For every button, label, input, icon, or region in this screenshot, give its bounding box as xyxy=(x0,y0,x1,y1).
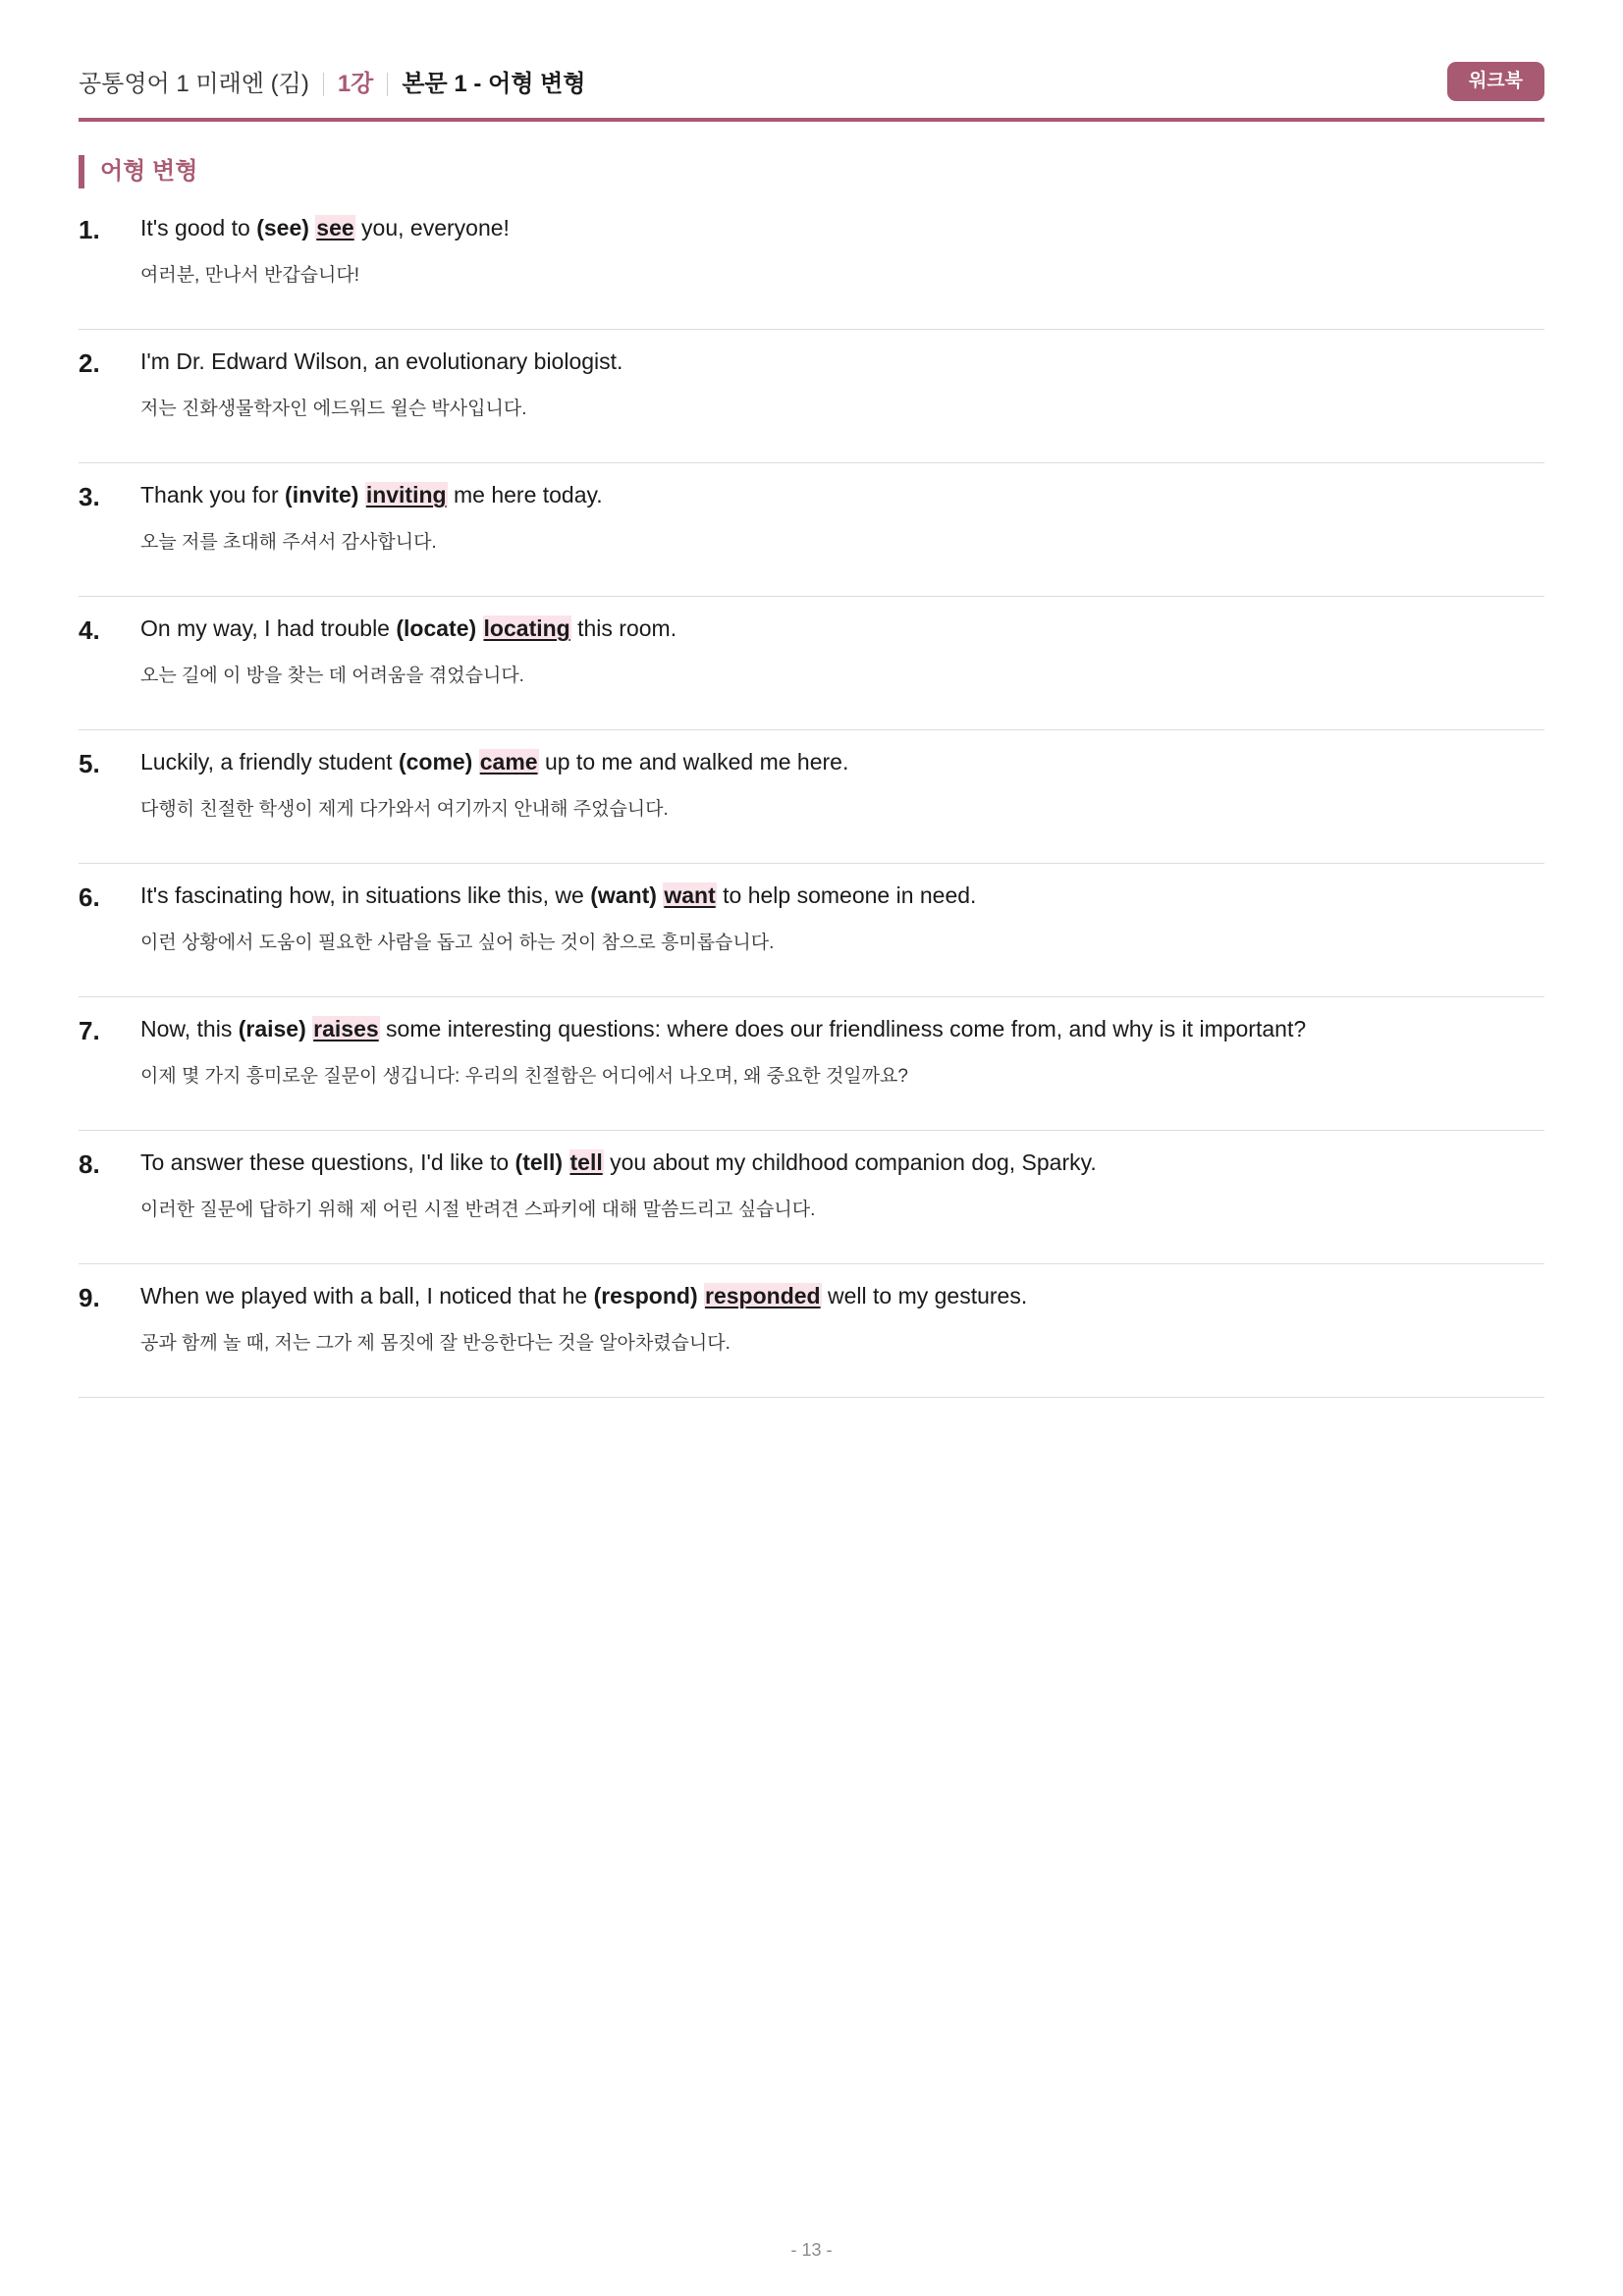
sentence-text: me here today. xyxy=(447,482,603,507)
answer-word: responded xyxy=(705,1283,821,1308)
sentence-text: Now, this xyxy=(140,1016,239,1041)
item-number: 7. xyxy=(79,1016,100,1045)
header-divider xyxy=(387,73,388,96)
answer-word: raises xyxy=(313,1016,379,1041)
header-divider xyxy=(323,73,324,96)
exercise-item xyxy=(79,997,1544,1131)
sentence-text: I'm Dr. Edward Wilson, an evolutionary biologist. xyxy=(140,348,623,374)
sentence-text: well to my gestures. xyxy=(821,1283,1028,1308)
verb-hint: (invite) xyxy=(285,482,359,507)
korean-translation: 공과 함께 놀 때, 저는 그가 제 몸짓에 잘 반응한다는 것을 알아차렸습니다. xyxy=(140,1333,730,1354)
answer-word: inviting xyxy=(365,482,447,507)
page-header xyxy=(79,59,1544,122)
sentence-text: It's good to xyxy=(140,215,257,240)
english-sentence xyxy=(140,475,1544,514)
item-number: 2. xyxy=(79,348,100,378)
answer-word: came xyxy=(479,749,538,774)
lesson-label: 1강 xyxy=(337,71,374,97)
verb-hint: (respond) xyxy=(593,1283,698,1308)
item-number: 8. xyxy=(79,1149,100,1179)
item-number: 6. xyxy=(79,882,100,912)
answer-word: locating xyxy=(483,615,570,641)
answer-word: tell xyxy=(569,1149,603,1175)
item-number: 4. xyxy=(79,615,100,645)
sentence-text: It's fascinating how, in situations like this, we xyxy=(140,882,591,908)
page-number: - 13 - xyxy=(790,2240,833,2260)
item-number: 3. xyxy=(79,482,100,511)
english-sentence xyxy=(140,208,1544,247)
korean-translation: 이제 몇 가지 흥미로운 질문이 생깁니다: 우리의 친절함은 어디에서 나오며, 왜 중요한 것일까요? xyxy=(140,1066,908,1087)
sentence-text: some interesting questions: where does our friendliness come from, and why is it important? xyxy=(379,1016,1307,1041)
item-number: 5. xyxy=(79,749,100,778)
workbook-badge: 워크북 xyxy=(1447,62,1544,101)
sentence-text: When we played with a ball, I noticed that he xyxy=(140,1283,594,1308)
verb-hint: (come) xyxy=(398,749,473,774)
exercise-item xyxy=(79,196,1544,330)
korean-translation: 다행히 친절한 학생이 제게 다가와서 여기까지 안내해 주었습니다. xyxy=(140,799,669,820)
sentence-text: this room. xyxy=(570,615,677,641)
sentence-text: On my way, I had trouble xyxy=(140,615,397,641)
verb-hint: (locate) xyxy=(396,615,477,641)
sentence-text: up to me and walked me here. xyxy=(538,749,849,774)
korean-translation: 여러분, 만나서 반갑습니다! xyxy=(140,265,360,286)
exercise-item xyxy=(79,1264,1544,1398)
english-sentence xyxy=(140,1276,1544,1315)
verb-hint: (tell) xyxy=(514,1149,564,1175)
korean-translation: 이런 상황에서 도움이 필요한 사람을 돕고 싶어 하는 것이 참으로 흥미롭습니다. xyxy=(140,933,775,953)
exercise-item xyxy=(79,864,1544,997)
sentence-text: Thank you for xyxy=(140,482,286,507)
english-sentence xyxy=(140,1143,1544,1182)
korean-translation: 오늘 저를 초대해 주셔서 감사합니다. xyxy=(140,532,437,553)
exercise-item xyxy=(79,730,1544,864)
english-sentence xyxy=(140,1009,1544,1048)
english-sentence xyxy=(140,876,1544,915)
exercise-item xyxy=(79,330,1544,463)
answer-word: want xyxy=(664,882,716,908)
english-sentence xyxy=(140,342,1544,381)
korean-translation: 오는 길에 이 방을 찾는 데 어려움을 겪었습니다. xyxy=(140,666,524,686)
item-number: 1. xyxy=(79,215,100,244)
sentence-text: you, everyone! xyxy=(354,215,510,240)
sentence-text: To answer these questions, I'd like to xyxy=(140,1149,515,1175)
verb-hint: (see) xyxy=(256,215,309,240)
exercise-item xyxy=(79,1131,1544,1264)
korean-translation: 이러한 질문에 답하기 위해 제 어린 시절 반려견 스파키에 대해 말씀드리고 싶습니다. xyxy=(140,1200,816,1220)
english-sentence xyxy=(140,742,1544,781)
header-breadcrumb xyxy=(79,67,585,102)
answer-word: see xyxy=(316,215,354,240)
course-title: 공통영어 1 미래엔 (김) xyxy=(79,71,309,97)
exercise-item xyxy=(79,463,1544,597)
sentence-text: to help someone in need. xyxy=(716,882,977,908)
unit-title: 본문 1 - 어형 변형 xyxy=(402,71,586,97)
exercise-item xyxy=(79,597,1544,730)
section-title: 어형 변형 xyxy=(79,155,197,188)
verb-hint: (raise) xyxy=(238,1016,306,1041)
korean-translation: 저는 진화생물학자인 에드워드 윌슨 박사입니다. xyxy=(140,399,527,419)
sentence-text: Luckily, a friendly student xyxy=(140,749,399,774)
english-sentence xyxy=(140,609,1544,648)
verb-hint: (want) xyxy=(590,882,657,908)
item-number: 9. xyxy=(79,1283,100,1312)
sentence-text: you about my childhood companion dog, Sparky. xyxy=(603,1149,1097,1175)
exercise-list xyxy=(79,196,1544,1398)
